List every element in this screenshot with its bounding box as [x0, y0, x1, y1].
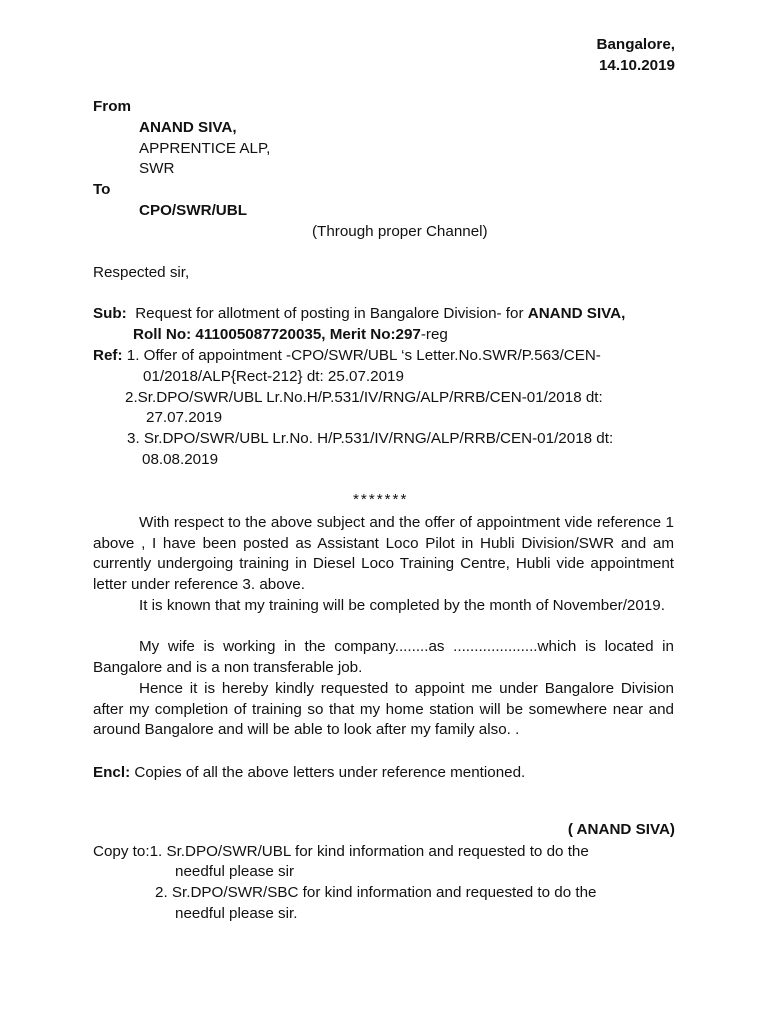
to-label: To	[93, 181, 111, 198]
paragraph-1: With respect to the above subject and the offer of appointment vide reference 1 above , I have been posted as Assistant Loco Pilot in Hubli Division/SWR and am currently undergoing training in Diesel Loco Training Centre, Hubli vide appointment letter under reference 3. above.	[93, 514, 674, 593]
salutation: Respected sir,	[93, 264, 190, 281]
sender-name: ANAND SIVA,	[139, 119, 237, 136]
reference-2-line1: 2.Sr.DPO/SWR/UBL Lr.No.H/P.531/IV/RNG/ALP/RRB/CEN-01/2018 dt:	[125, 389, 603, 406]
subject-label: Sub:	[93, 305, 127, 322]
reference-2-line2: 27.07.2019	[146, 409, 223, 426]
subject-roll-merit: Roll No: 411005087720035, Merit No:297	[133, 326, 421, 343]
paragraph-4: Hence it is hereby kindly requested to appoint me under Bangalore Division after my completion of training so that my home station will be somewhere near and around Bangalore and will be able to look after my family also. .	[93, 680, 674, 739]
reference-1-line1: 1. Offer of appointment -CPO/SWR/UBL ‘s Letter.No.SWR/P.563/CEN-	[126, 347, 601, 364]
enclosure-text: Copies of all the above letters under reference mentioned.	[130, 764, 526, 781]
copy-to-1-line1: 1. Sr.DPO/SWR/UBL for kind information and requested to do the	[149, 843, 589, 860]
through-channel: (Through proper Channel)	[312, 223, 488, 240]
copy-to-2-line1: 2. Sr.DPO/SWR/SBC for kind information and requested to do the	[155, 884, 597, 901]
copy-to-2-line2: needful please sir.	[175, 905, 298, 922]
paragraph-2: It is known that my training will be completed by the month of November/2019.	[139, 597, 665, 614]
subject-name: ANAND SIVA,	[527, 305, 626, 322]
enclosure-label: Encl:	[93, 764, 131, 781]
copy-to-label: Copy to:	[93, 843, 150, 860]
reference-1	[93, 346, 601, 367]
copy-to-1	[93, 842, 589, 863]
enclosure-line	[93, 763, 525, 784]
subject-suffix: -reg	[420, 326, 448, 343]
sender-designation: APPRENTICE ALP,	[139, 140, 271, 157]
recipient-office: CPO/SWR/UBL	[139, 202, 247, 219]
from-label: From	[93, 98, 131, 115]
paragraph-3: My wife is working in the company........as ....................which is located in Bangalore and is a non transferable job.	[93, 638, 674, 676]
reference-1-line2: 01/2018/ALP{Rect-212} dt: 25.07.2019	[143, 368, 404, 385]
separator-stars: *******	[353, 491, 409, 508]
subject-line	[93, 304, 625, 325]
reference-3-line1: 3. Sr.DPO/SWR/UBL Lr.No. H/P.531/IV/RNG/ALP/RRB/CEN-01/2018 dt:	[127, 430, 614, 447]
copy-to-1-line2: needful please sir	[175, 863, 295, 880]
letter-date: 14.10.2019	[598, 57, 675, 74]
sender-zone: SWR	[139, 160, 175, 177]
subject-text: Request for allotment of posting in Bangalore Division- for	[135, 305, 528, 322]
letter-place: Bangalore,	[596, 36, 675, 53]
signature-name: ( ANAND SIVA)	[567, 821, 675, 838]
subject-roll-line	[133, 325, 448, 346]
reference-label: Ref:	[93, 347, 123, 364]
reference-3-line2: 08.08.2019	[142, 451, 219, 468]
